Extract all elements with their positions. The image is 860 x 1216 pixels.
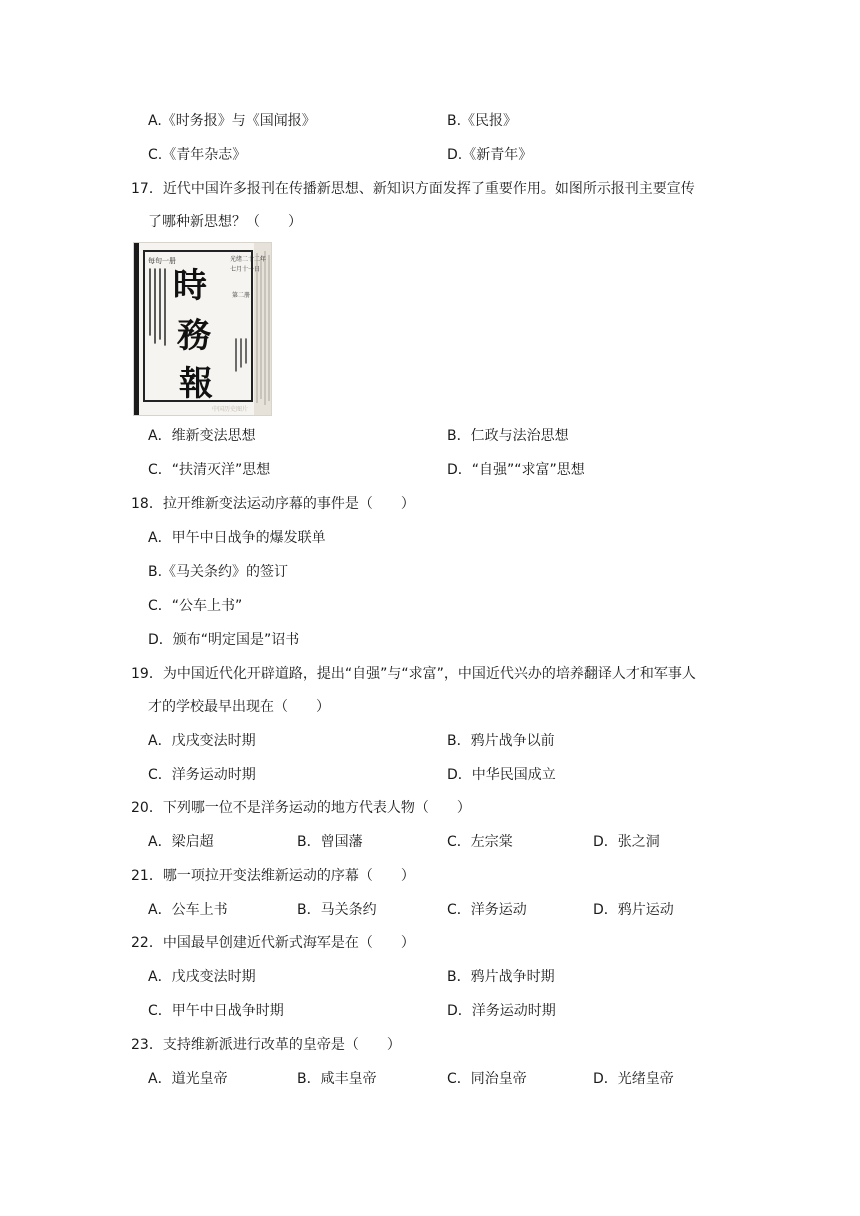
q21-option-d: D．鸦片运动 — [593, 902, 674, 918]
q20-option-a: A．梁启超 — [148, 834, 214, 850]
q21-option-a: A．公车上书 — [148, 902, 228, 918]
question-20-text: 20．下列哪一位不是洋务运动的地方代表人物（ ） — [131, 800, 471, 816]
image-watermark: 中国历史图片 — [212, 406, 249, 413]
q22-option-c: C．甲午中日战争时期 — [148, 1003, 284, 1019]
q22-option-b: B．鸦片战争时期 — [447, 969, 555, 985]
q19-option-c: C．洋务运动时期 — [148, 767, 256, 783]
q20-option-d: D．张之洞 — [593, 834, 660, 850]
q22-option-d: D．洋务运动时期 — [447, 1003, 556, 1019]
title-char-1: 時 — [173, 266, 207, 306]
newspaper-cover-illustration — [134, 243, 271, 415]
q18-option-d: D．颁布“明定国是”诏书 — [148, 632, 300, 648]
question-19-text-cont: 才的学校最早出现在（ ） — [148, 699, 330, 715]
question-17-text-cont: 了哪种新思想？（ ） — [148, 214, 302, 230]
q17-option-b: B．仁政与法治思想 — [447, 428, 569, 444]
q19-option-b: B．鸦片战争以前 — [447, 733, 555, 749]
side-text-1: 光绪二十二年 — [230, 256, 267, 263]
q17-option-c: C．“扶清灭洋”思想 — [148, 462, 271, 478]
question-22-text: 22．中国最早创建近代新式海军是在（ ） — [131, 935, 415, 951]
shiwubao-cover-image — [133, 242, 272, 416]
q20-option-b: B．曾国藩 — [297, 834, 363, 850]
q19-option-d: D．中华民国成立 — [447, 767, 556, 783]
q21-option-c: C．洋务运动 — [447, 902, 527, 918]
q17-option-a: A．维新变法思想 — [148, 428, 256, 444]
title-char-3: 報 — [179, 364, 213, 404]
q18-option-b: B.《马关条约》的签订 — [148, 564, 289, 580]
option-b: B.《民报》 — [447, 113, 518, 129]
q23-option-b: B．咸丰皇帝 — [297, 1071, 377, 1087]
side-text-2: 七月十一日 — [230, 266, 261, 273]
q17-option-d: D．“自强”“求富”思想 — [447, 462, 585, 478]
title-char-2: 務 — [177, 316, 211, 356]
option-d: D.《新青年》 — [447, 147, 533, 163]
option-a: A.《时务报》与《国闻报》 — [148, 113, 316, 129]
q21-option-b: B．马关条约 — [297, 902, 377, 918]
option-c: C.《青年杂志》 — [148, 147, 247, 163]
question-19-text: 19．为中国近代化开辟道路，提出“自强”与“求富”，中国近代兴办的培养翻译人才和军事人 — [131, 666, 696, 682]
q20-option-c: C．左宗棠 — [447, 834, 513, 850]
q23-option-c: C．同治皇帝 — [447, 1071, 527, 1087]
question-17-text: 17．近代中国许多报刊在传播新思想、新知识方面发挥了重要作用。如图所示报刊主要宣传 — [131, 181, 695, 197]
left-side-text: 每旬一册 — [148, 257, 176, 265]
q18-option-c: C．“公车上书” — [148, 598, 243, 614]
question-21-text: 21．哪一项拉开变法维新运动的序幕（ ） — [131, 868, 415, 884]
q22-option-a: A．戊戌变法时期 — [148, 969, 256, 985]
q18-option-a: A．甲午中日战争的爆发联单 — [148, 530, 326, 546]
question-18-text: 18．拉开维新变法运动序幕的事件是（ ） — [131, 496, 415, 512]
q19-option-a: A．戊戌变法时期 — [148, 733, 256, 749]
side-text-3: 第二册 — [232, 292, 251, 299]
q23-option-a: A．道光皇帝 — [148, 1071, 228, 1087]
q23-option-d: D．光绪皇帝 — [593, 1071, 674, 1087]
question-23-text: 23．支持维新派进行改革的皇帝是（ ） — [131, 1037, 401, 1053]
